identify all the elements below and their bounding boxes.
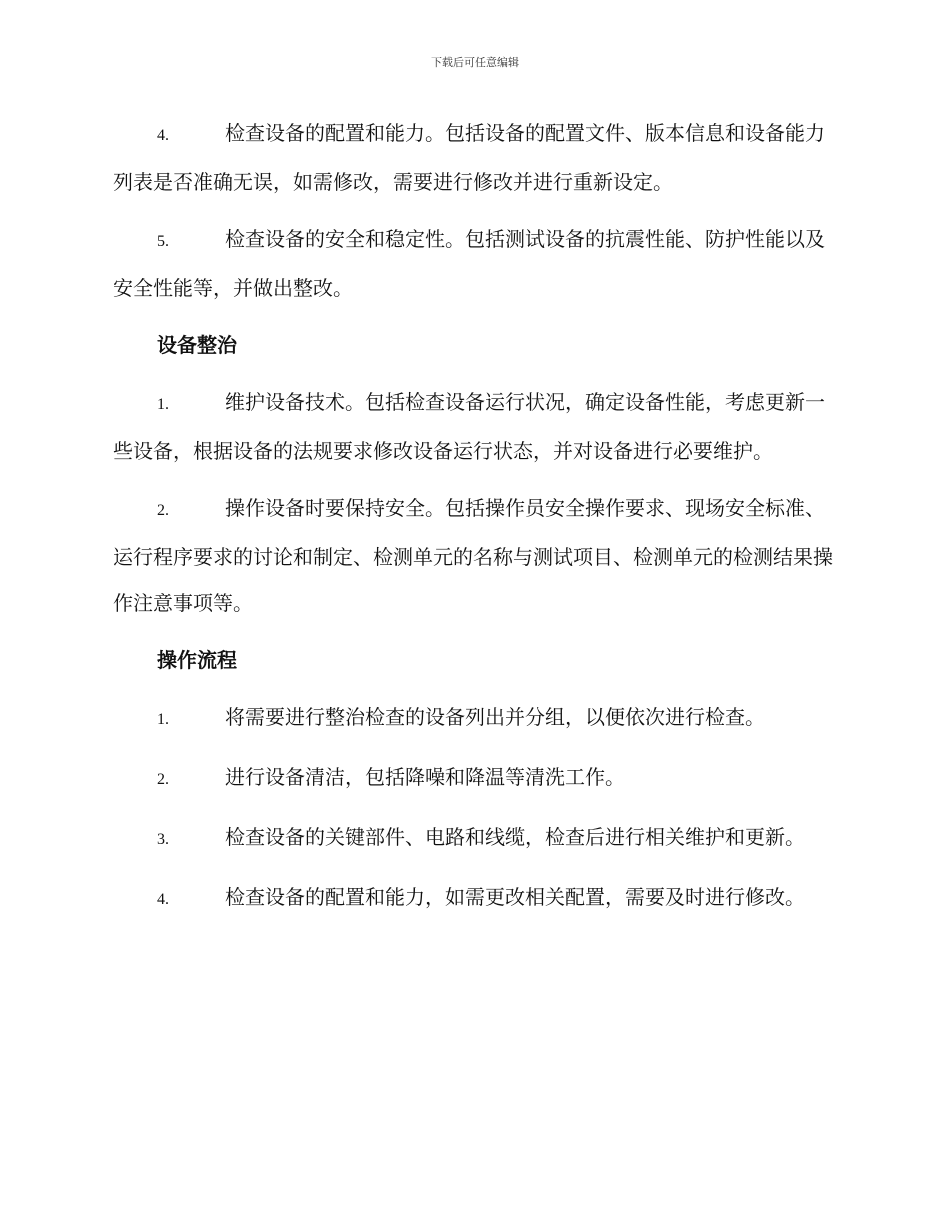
list-number: 2.	[157, 502, 169, 519]
document-body	[113, 110, 835, 934]
page-header: 下载后可任意编辑	[431, 56, 519, 69]
list-number: 4.	[157, 891, 169, 908]
list-item	[113, 814, 835, 863]
list-text: 操作设备时要保持安全。包括操作员安全操作要求、现场安全标准、运行程序要求的讨论和制定、检测单元的名称与测试项目、检测单元的检测结果操作注意事项等。	[113, 496, 833, 615]
list-item	[113, 874, 835, 923]
list-number: 5.	[157, 233, 169, 250]
list-text: 将需要进行整治检查的设备列出并分组，以便依次进行检查。	[225, 705, 765, 729]
list-text: 检查设备的配置和能力，如需更改相关配置，需要及时进行修改。	[225, 885, 805, 909]
list-number: 1.	[157, 396, 169, 413]
list-text: 检查设备的安全和稳定性。包括测试设备的抗震性能、防护性能以及安全性能等，并做出整改。	[113, 227, 825, 300]
list-item	[113, 216, 835, 311]
list-number: 2.	[157, 771, 169, 788]
list-number: 4.	[157, 127, 169, 144]
section-heading: 操作流程	[157, 648, 237, 672]
list-item	[113, 110, 835, 205]
list-text: 进行设备清洁，包括降噪和降温等清洗工作。	[225, 765, 625, 789]
list-text: 检查设备的关键部件、电路和线缆，检查后进行相关维护和更新。	[225, 825, 805, 849]
list-number: 1.	[157, 711, 169, 728]
list-item	[113, 485, 835, 626]
list-text: 维护设备技术。包括检查设备运行状况，确定设备性能，考虑更新一些设备，根据设备的法规要求修改设备运行状态，并对设备进行必要维护。	[113, 390, 825, 463]
section-heading: 设备整治	[157, 333, 237, 357]
list-number: 3.	[157, 831, 169, 848]
list-item	[113, 754, 835, 803]
list-item	[113, 379, 835, 474]
list-item	[113, 694, 835, 743]
list-text: 检查设备的配置和能力。包括设备的配置文件、版本信息和设备能力列表是否准确无误，如需修改，需要进行修改并进行重新设定。	[113, 121, 825, 194]
